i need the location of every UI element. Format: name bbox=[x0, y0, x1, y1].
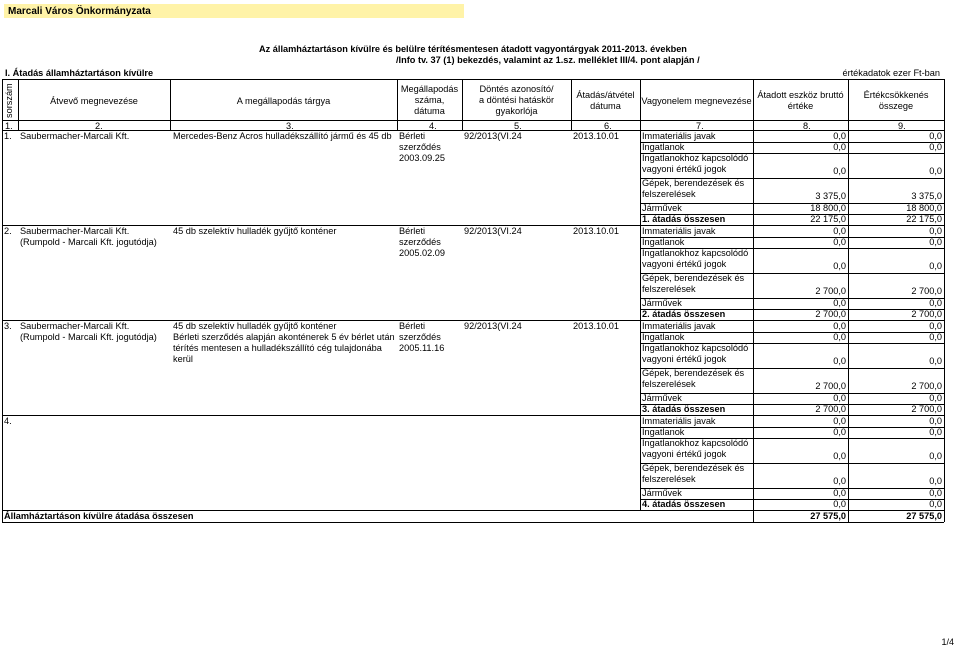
depreciation-value: 0,0 bbox=[929, 451, 942, 461]
agreement-ref: 2005.02.09 bbox=[399, 248, 445, 258]
group-total-gross: 0,0 bbox=[833, 499, 846, 509]
recipient-name: (Rumpold - Marcali Kft. jogutódja) bbox=[20, 237, 157, 247]
asset-category: Immateriális javak bbox=[642, 321, 716, 331]
depreciation-value: 3 375,0 bbox=[911, 191, 942, 201]
asset-category: Ingatlanokhoz kapcsolódó bbox=[642, 248, 749, 258]
column-header-csokkenes-line: Értékcsökkenés bbox=[863, 90, 929, 100]
column-header-brutto-line: Átadott eszköz bruttó bbox=[757, 90, 844, 100]
table-top-border bbox=[2, 79, 944, 80]
column-number: 5. bbox=[514, 121, 522, 131]
depreciation-value: 0,0 bbox=[929, 261, 942, 271]
agreement-ref: Bérleti bbox=[399, 226, 426, 236]
asset-category: Immateriális javak bbox=[642, 416, 716, 426]
asset-category: felszerelések bbox=[642, 189, 696, 199]
depreciation-value: 0,0 bbox=[929, 488, 942, 498]
group-total-depreciation: 22 175,0 bbox=[906, 214, 942, 224]
asset-category: vagyoni értékű jogok bbox=[642, 164, 727, 174]
row-number: 1. bbox=[4, 131, 12, 141]
table-right-border bbox=[944, 79, 945, 522]
gross-value: 0,0 bbox=[833, 261, 846, 271]
column-header-targy: A megállapodás tárgya bbox=[236, 96, 331, 106]
group-total-label: 1. átadás összesen bbox=[642, 214, 726, 224]
asset-category: Ingatlanokhoz kapcsolódó bbox=[642, 153, 749, 163]
grid-vline bbox=[397, 79, 398, 130]
agreement-ref: szerződés bbox=[399, 142, 441, 152]
row-number: 2. bbox=[4, 226, 12, 236]
gross-value: 0,0 bbox=[833, 321, 846, 331]
column-number: 1. bbox=[5, 121, 13, 131]
asset-category: felszerelések bbox=[642, 284, 696, 294]
agreement-ref: 2005.11.16 bbox=[399, 343, 445, 353]
asset-category: Immateriális javak bbox=[642, 226, 716, 236]
group-total-label: 2. átadás összesen bbox=[642, 309, 726, 319]
agreement-subject: Mercedes-Benz Acros hulladékszállító jármű és 45 db bbox=[173, 131, 392, 141]
gross-value: 2 700,0 bbox=[815, 381, 846, 391]
gross-value: 0,0 bbox=[833, 451, 846, 461]
grid-vline bbox=[848, 130, 849, 522]
column-header-dontes-line: gyakorlója bbox=[495, 106, 538, 116]
row-number: 4. bbox=[4, 416, 12, 426]
recipient-name: (Rumpold - Marcali Kft. jogutódja) bbox=[20, 332, 157, 342]
agreement-subject: 45 db szelektív hulladék gyűjtő konténer bbox=[173, 321, 337, 331]
depreciation-value: 0,0 bbox=[929, 356, 942, 366]
gross-value: 0,0 bbox=[833, 332, 846, 342]
group-total-label: 3. átadás összesen bbox=[642, 404, 726, 414]
asset-category: felszerelések bbox=[642, 379, 696, 389]
asset-category: vagyoni értékű jogok bbox=[642, 354, 727, 364]
column-header-megallapodas-line: Megállapodás bbox=[400, 84, 459, 94]
agreement-ref: Bérleti bbox=[399, 321, 426, 331]
column-header-atadas-line: Átadás/átvétel bbox=[576, 90, 635, 100]
column-header-megallapodas-line: száma, bbox=[414, 95, 445, 105]
asset-category: felszerelések bbox=[642, 474, 696, 484]
gross-value: 0,0 bbox=[833, 488, 846, 498]
grid-vline bbox=[571, 79, 572, 130]
agreement-subject: Bérleti szerződés alapján akonténerek 5 év bérlet után bbox=[173, 332, 395, 342]
table-bottom-border bbox=[2, 522, 944, 523]
decision-id: 92/2013(VI.24 bbox=[464, 226, 522, 236]
column-header-sorszam: sorszám bbox=[4, 83, 14, 118]
group-total-depreciation: 2 700,0 bbox=[911, 404, 942, 414]
group-total-gross: 22 175,0 bbox=[810, 214, 846, 224]
report-subtitle: /Info tv. 37 (1) bekezdés, valamint az 1.sz. melléklet III/4. pont alapján / bbox=[396, 55, 700, 65]
asset-category: Gépek, berendezések és bbox=[642, 178, 745, 188]
asset-category: Ingatlanok bbox=[642, 237, 685, 247]
depreciation-value: 0,0 bbox=[929, 332, 942, 342]
recipient-name: Saubermacher-Marcali Kft. bbox=[20, 226, 130, 236]
grand-total-depreciation: 27 575,0 bbox=[906, 511, 942, 521]
group-total-depreciation: 2 700,0 bbox=[911, 309, 942, 319]
decision-id: 92/2013(VI.24 bbox=[464, 131, 522, 141]
grid-vline bbox=[18, 79, 19, 130]
grand-total-gross: 27 575,0 bbox=[810, 511, 846, 521]
asset-category: Gépek, berendezések és bbox=[642, 273, 745, 283]
asset-category: vagyoni értékű jogok bbox=[642, 449, 727, 459]
asset-category: Ingatlanok bbox=[642, 427, 685, 437]
asset-category: vagyoni értékű jogok bbox=[642, 259, 727, 269]
gross-value: 0,0 bbox=[833, 356, 846, 366]
group-total-gross: 2 700,0 bbox=[815, 404, 846, 414]
depreciation-value: 0,0 bbox=[929, 427, 942, 437]
agreement-subject: 45 db szelektív hulladék gyűjtő konténer bbox=[173, 226, 337, 236]
column-number: 8. bbox=[803, 121, 811, 131]
grid-vline bbox=[462, 79, 463, 130]
group-total-label: 4. átadás összesen bbox=[642, 499, 726, 509]
column-number: 9. bbox=[898, 121, 906, 131]
agreement-ref: szerződés bbox=[399, 332, 441, 342]
gross-value: 0,0 bbox=[833, 142, 846, 152]
gross-value: 0,0 bbox=[833, 427, 846, 437]
recipient-name: Saubermacher-Marcali Kft. bbox=[20, 131, 130, 141]
column-number: 4. bbox=[429, 121, 437, 131]
depreciation-value: 2 700,0 bbox=[911, 381, 942, 391]
asset-category: Ingatlanokhoz kapcsolódó bbox=[642, 343, 749, 353]
depreciation-value: 2 700,0 bbox=[911, 286, 942, 296]
depreciation-value: 0,0 bbox=[929, 476, 942, 486]
section-title: I. Átadás államháztartáson kívülre bbox=[5, 68, 154, 78]
depreciation-value: 0,0 bbox=[929, 237, 942, 247]
column-header-vagyonelem: Vagyonelem megnevezése bbox=[641, 96, 752, 106]
asset-category: Gépek, berendezések és bbox=[642, 463, 745, 473]
gross-value: 18 800,0 bbox=[810, 203, 846, 213]
gross-value: 0,0 bbox=[833, 298, 846, 308]
depreciation-value: 0,0 bbox=[929, 131, 942, 141]
column-header-megallapodas-line: dátuma bbox=[414, 106, 445, 116]
group-total-gross: 2 700,0 bbox=[815, 309, 846, 319]
grid-vline bbox=[170, 79, 171, 130]
grand-total-label: Államháztartáson kívülre átadása összesen bbox=[4, 511, 194, 521]
depreciation-value: 0,0 bbox=[929, 321, 942, 331]
asset-category: Járművek bbox=[642, 488, 682, 498]
depreciation-value: 0,0 bbox=[929, 142, 942, 152]
asset-category: Ingatlanok bbox=[642, 142, 685, 152]
grid-vline bbox=[753, 130, 754, 522]
page-number: 1/4 bbox=[941, 637, 954, 647]
agreement-ref: Bérleti bbox=[399, 131, 426, 141]
gross-value: 0,0 bbox=[833, 166, 846, 176]
recipient-name: Saubermacher-Marcali Kft. bbox=[20, 321, 130, 331]
column-header-brutto-line: értéke bbox=[787, 101, 814, 111]
column-number: 2. bbox=[95, 121, 103, 131]
asset-category: Járművek bbox=[642, 393, 682, 403]
grid-vline bbox=[753, 79, 754, 130]
transfer-date: 2013.10.01 bbox=[573, 131, 619, 141]
depreciation-value: 0,0 bbox=[929, 298, 942, 308]
agreement-subject: kerül bbox=[173, 354, 193, 364]
column-header-atadas-line: dátuma bbox=[590, 101, 621, 111]
agreement-ref: 2003.09.25 bbox=[399, 153, 445, 163]
asset-category: Gépek, berendezések és bbox=[642, 368, 745, 378]
transfer-date: 2013.10.01 bbox=[573, 226, 619, 236]
unit-note: értékadatok ezer Ft-ban bbox=[842, 68, 940, 78]
column-number: 6. bbox=[604, 121, 612, 131]
depreciation-value: 0,0 bbox=[929, 166, 942, 176]
column-number: 3. bbox=[286, 121, 294, 131]
gross-value: 0,0 bbox=[833, 393, 846, 403]
column-header-atvevo: Átvevő megnevezése bbox=[50, 96, 138, 106]
depreciation-value: 0,0 bbox=[929, 226, 942, 236]
row-number: 3. bbox=[4, 321, 12, 331]
agreement-subject: térítés mentesen a hulladékszállító cég tulajdonába bbox=[173, 343, 382, 353]
gross-value: 2 700,0 bbox=[815, 286, 846, 296]
transfer-date: 2013.10.01 bbox=[573, 321, 619, 331]
asset-category: Immateriális javak bbox=[642, 131, 716, 141]
depreciation-value: 0,0 bbox=[929, 416, 942, 426]
gross-value: 0,0 bbox=[833, 226, 846, 236]
gross-value: 0,0 bbox=[833, 416, 846, 426]
grid-vline bbox=[640, 79, 641, 130]
decision-id: 92/2013(VI.24 bbox=[464, 321, 522, 331]
asset-category: Járművek bbox=[642, 298, 682, 308]
column-header-dontes-line: Döntés azonosító/ bbox=[479, 84, 554, 94]
depreciation-value: 18 800,0 bbox=[906, 203, 942, 213]
gross-value: 0,0 bbox=[833, 237, 846, 247]
gross-value: 0,0 bbox=[833, 131, 846, 141]
asset-category: Ingatlanokhoz kapcsolódó bbox=[642, 438, 749, 448]
gross-value: 3 375,0 bbox=[815, 191, 846, 201]
asset-category: Ingatlanok bbox=[642, 332, 685, 342]
org-name: Marcali Város Önkormányzata bbox=[8, 6, 151, 17]
table-left-border bbox=[2, 79, 3, 522]
column-header-csokkenes-line: összege bbox=[878, 101, 914, 111]
gross-value: 0,0 bbox=[833, 476, 846, 486]
column-header-dontes-line: a döntési hatáskör bbox=[478, 95, 555, 105]
report-title: Az államháztartáson kívülre és belülre térítésmentesen átadott vagyontárgyak 2011-2013. években bbox=[259, 44, 687, 54]
asset-category: Járművek bbox=[642, 203, 682, 213]
grid-vline bbox=[848, 79, 849, 130]
column-number: 7. bbox=[696, 121, 704, 131]
depreciation-value: 0,0 bbox=[929, 393, 942, 403]
value-column-border bbox=[640, 130, 641, 511]
agreement-ref: szerződés bbox=[399, 237, 441, 247]
group-total-depreciation: 0,0 bbox=[929, 499, 942, 509]
